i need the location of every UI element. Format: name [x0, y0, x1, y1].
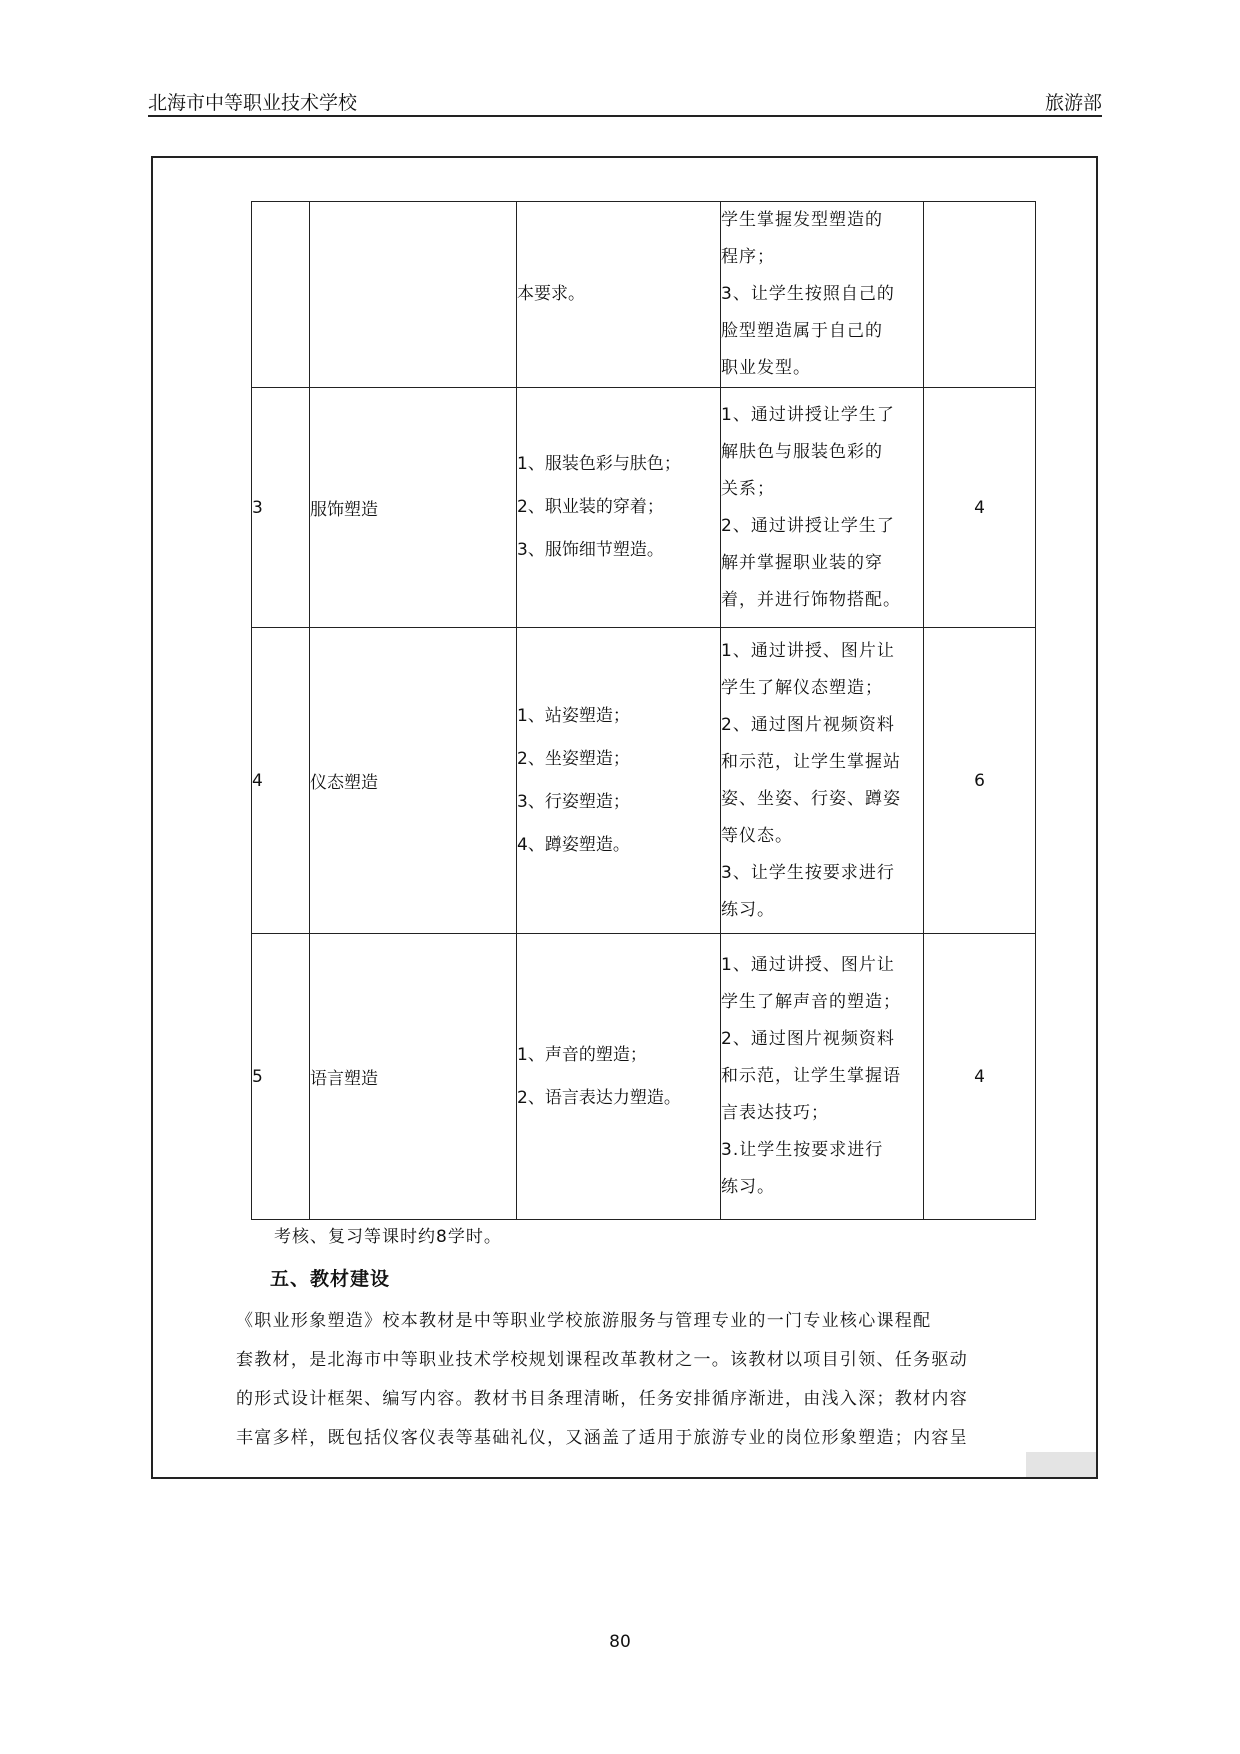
requirement-line: 脸型塑造属于自己的: [721, 321, 883, 341]
content-line: 2、职业装的穿着；: [517, 497, 664, 517]
row-number: 3: [252, 388, 310, 628]
requirement-line: 言表达技巧；: [721, 1103, 829, 1123]
content-line: 3、服饰细节塑造。: [517, 540, 664, 560]
teaching-requirements: [721, 934, 924, 1220]
content-line: 本要求。: [517, 284, 585, 304]
curriculum-table: [251, 201, 1036, 1220]
requirement-line: 解肤色与服装色彩的: [721, 441, 883, 462]
class-hours: [924, 202, 1036, 388]
requirement-line: 解并掌握职业装的穿: [721, 552, 883, 573]
requirement-line: 程序；: [721, 247, 775, 267]
module-content: [517, 934, 721, 1220]
content-line: 1、声音的塑造；: [517, 1044, 647, 1065]
table-row: [252, 202, 1036, 388]
content-line: 1、站姿塑造；: [517, 705, 630, 726]
requirement-line: 练习。: [721, 1177, 775, 1197]
module-name: 语言塑造: [310, 934, 517, 1220]
content-line: 2、坐姿塑造；: [517, 748, 630, 769]
requirement-line: 3、让学生按要求进行: [721, 862, 895, 883]
teaching-requirements: [721, 388, 924, 628]
requirement-line: 3、让学生按照自己的: [721, 284, 895, 304]
requirement-line: 等仪态。: [721, 825, 793, 846]
requirement-line: 学生掌握发型塑造的: [721, 210, 883, 230]
content-line: 4、蹲姿塑造。: [517, 834, 630, 855]
paragraph-line: 《职业形象塑造》校本教材是中等职业学校旅游服务与管理专业的一门专业核心课程配: [236, 1311, 932, 1331]
page-number: 80: [609, 1632, 631, 1652]
module-name: 服饰塑造: [310, 388, 517, 628]
row-number: [252, 202, 310, 388]
section-title: 五、教材建设: [270, 1268, 391, 1290]
class-hours: 6: [924, 628, 1036, 934]
content-line: 2、语言表达力塑造。: [517, 1087, 681, 1108]
hours-note: 考核、复习等课时约8学时。: [274, 1227, 502, 1247]
module-content: [517, 628, 721, 934]
requirement-line: 3.让学生按要求进行: [721, 1140, 884, 1160]
requirement-line: 学生了解声音的塑造；: [721, 992, 901, 1012]
paragraph-line: 丰富多样，既包括仪客仪表等基础礼仪，又涵盖了适用于旅游专业的岗位形象塑造；内容呈: [236, 1428, 968, 1448]
table-row: [252, 628, 1036, 934]
requirement-line: 练习。: [721, 899, 775, 920]
class-hours: 4: [924, 388, 1036, 628]
requirement-line: 1、通过讲授、图片让: [721, 955, 895, 975]
paragraph-line: 的形式设计框架、编写内容。教材书目条理清晰，任务安排循序渐进，由浅入深；教材内容: [236, 1389, 968, 1409]
curriculum-table-body: [252, 202, 1036, 1220]
requirement-line: 1、通过讲授、图片让: [721, 640, 895, 661]
requirement-line: 关系；: [721, 478, 775, 499]
requirement-line: 2、通过图片视频资料: [721, 1029, 895, 1049]
requirement-line: 2、通过图片视频资料: [721, 714, 895, 735]
module-name: 仪态塑造: [310, 628, 517, 934]
header-department: 旅游部: [1044, 92, 1102, 114]
body-paragraph: [236, 1302, 996, 1458]
content-line: 1、服装色彩与肤色；: [517, 454, 681, 474]
requirement-line: 1、通过讲授让学生了: [721, 404, 895, 425]
corner-mark: [1026, 1452, 1096, 1477]
row-number: 4: [252, 628, 310, 934]
requirement-line: 学生了解仪态塑造；: [721, 677, 883, 698]
teaching-requirements: [721, 628, 924, 934]
requirement-line: 和示范，让学生掌握站: [721, 751, 901, 772]
requirement-line: 2、通过讲授让学生了: [721, 515, 895, 536]
header-rule: [148, 115, 1102, 117]
module-content: [517, 388, 721, 628]
module-name: [310, 202, 517, 388]
header-school: 北海市中等职业技术学校: [148, 92, 358, 114]
class-hours: 4: [924, 934, 1036, 1220]
requirement-line: 和示范，让学生掌握语: [721, 1066, 901, 1086]
requirement-line: 姿、坐姿、行姿、蹲姿: [721, 788, 901, 809]
paragraph-line: 套教材，是北海市中等职业技术学校规划课程改革教材之一。该教材以项目引领、任务驱动: [236, 1350, 968, 1370]
requirement-line: 职业发型。: [721, 358, 811, 378]
table-row: [252, 388, 1036, 628]
content-line: 3、行姿塑造；: [517, 791, 630, 812]
table-row: [252, 934, 1036, 1220]
row-number: 5: [252, 934, 310, 1220]
requirement-line: 着，并进行饰物搭配。: [721, 589, 901, 610]
module-content: [517, 202, 721, 388]
teaching-requirements: [721, 202, 924, 388]
